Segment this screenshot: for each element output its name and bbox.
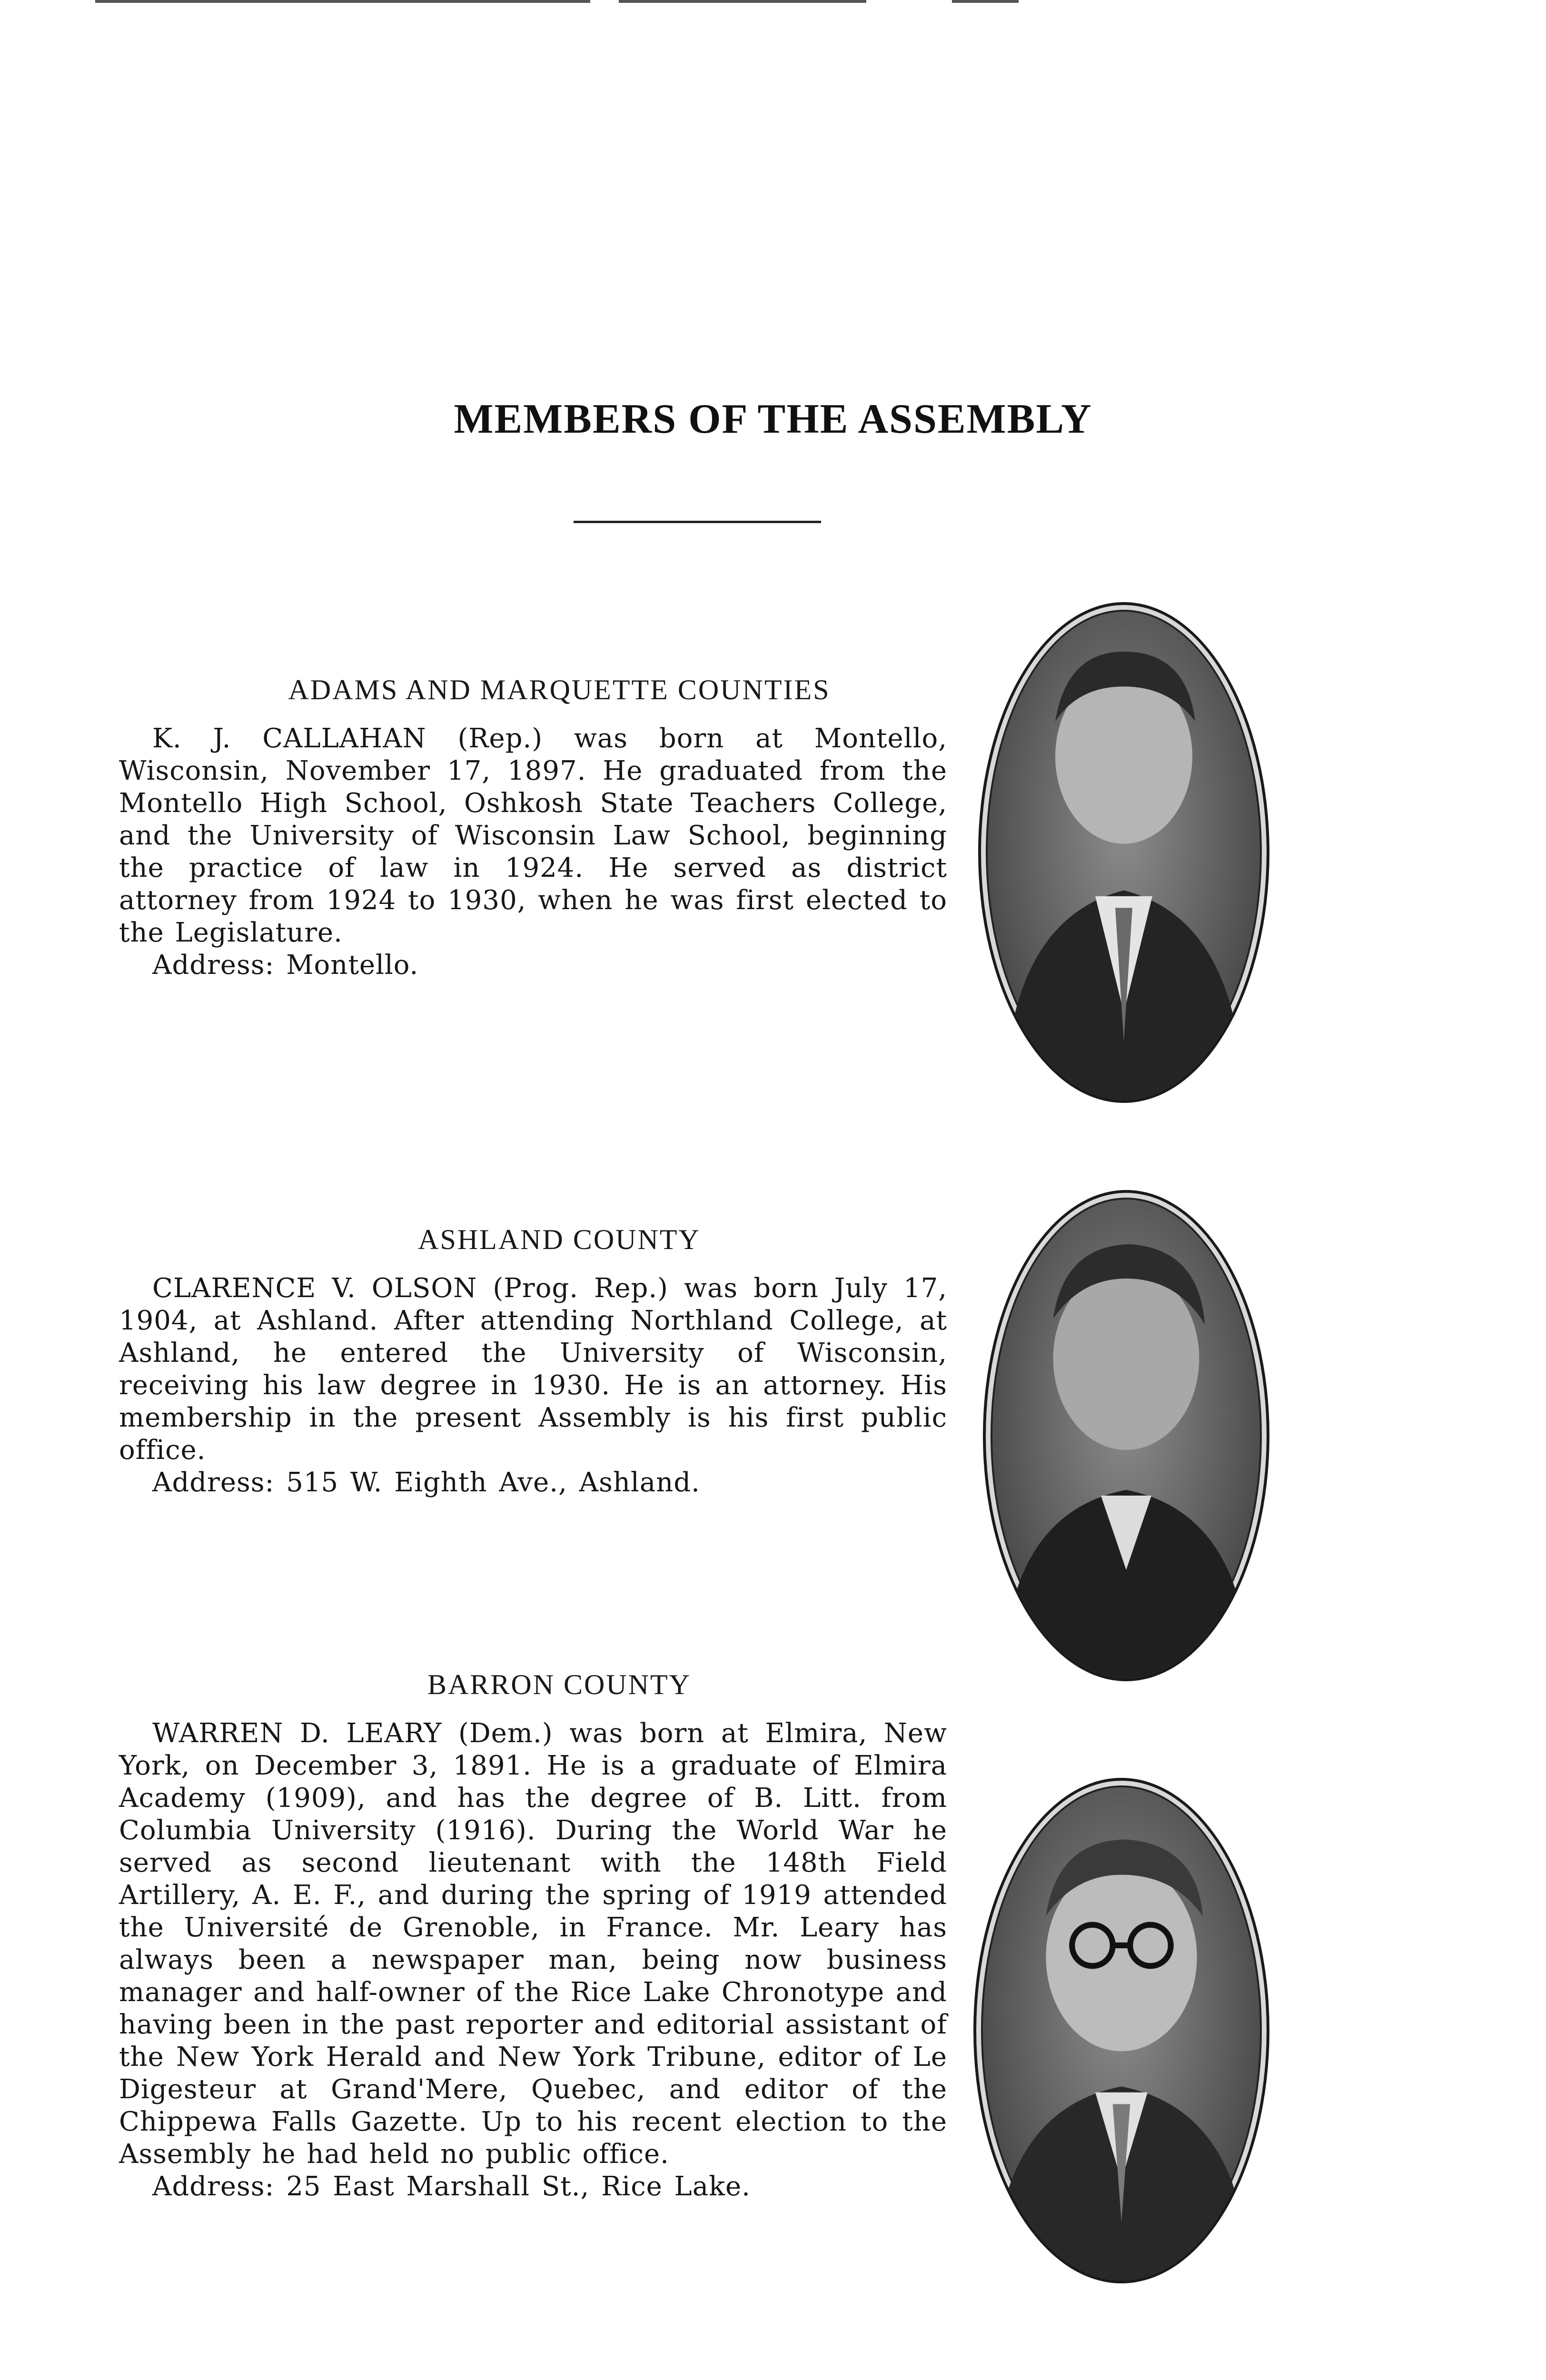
member-biography: CLARENCE V. OLSON (Prog. Rep.) was born July 17, 1904, at Ashland. After attending Northland College, at Ashland, he entered the University of Wisconsin, receiving his law degree in 1930. He is an attorney. His membership in the present Assembly is his first public office. (119, 1273, 947, 1466)
county-heading: ADAMS AND MARQUETTE COUNTIES (288, 674, 831, 705)
portrait-photo (973, 1778, 1269, 2283)
portrait-silhouette (986, 1193, 1267, 1678)
scan-artifact (95, 0, 590, 3)
portrait-photo (978, 602, 1269, 1103)
scan-artifact (952, 0, 1019, 3)
county-heading: ASHLAND COUNTY (418, 1224, 701, 1255)
member-biography: WARREN D. LEARY (Dem.) was born at Elmira, New York, on December 3, 1891. He is a graduate of Elmira Academy (1909), and has the degree of B. Litt. from Columbia University (1916). During the World War he served as second lieutenant with the 148th Field Artillery, A. E. F., and during the spring of 1919 attended the Université de Grenoble, in France. Mr. Leary has always been a newspaper man, being now business manager and half-owner of the Rice Lake Chronotype and having been in the past reporter and editorial assistant of the New York Herald and New York Tribune, editor of Le Digesteur at Grand'Mere, Quebec, and editor of the Chippewa Falls Gazette. Up to his recent election to the Assembly he had held no public office. (119, 1718, 947, 2170)
county-heading: BARRON COUNTY (427, 1669, 692, 1700)
member-address: Address: 25 East Marshall St., Rice Lake. (152, 2171, 751, 2202)
scan-artifact (619, 0, 866, 3)
portrait-silhouette (976, 1781, 1267, 2281)
page-title: MEMBERS OF THE ASSEMBLY (454, 396, 1092, 442)
portrait-silhouette (981, 605, 1267, 1100)
member-entry (119, 1223, 947, 1499)
member-biography: K. J. CALLAHAN (Rep.) was born at Montello, Wisconsin, November 17, 1897. He graduated from the Montello High School, Oshkosh State Teachers College, and the University of Wisconsin Law School, beginning the practice of law in 1924. He served as district attorney from 1924 to 1930, when he was first elected to the Legislature. (119, 723, 947, 948)
member-address: Address: 515 W. Eighth Ave., Ashland. (152, 1467, 700, 1498)
member-address: Address: Montello. (152, 950, 419, 981)
member-entry (119, 1668, 947, 2203)
title-divider (574, 521, 821, 523)
member-entry (119, 674, 947, 982)
portrait-photo (983, 1190, 1269, 1681)
